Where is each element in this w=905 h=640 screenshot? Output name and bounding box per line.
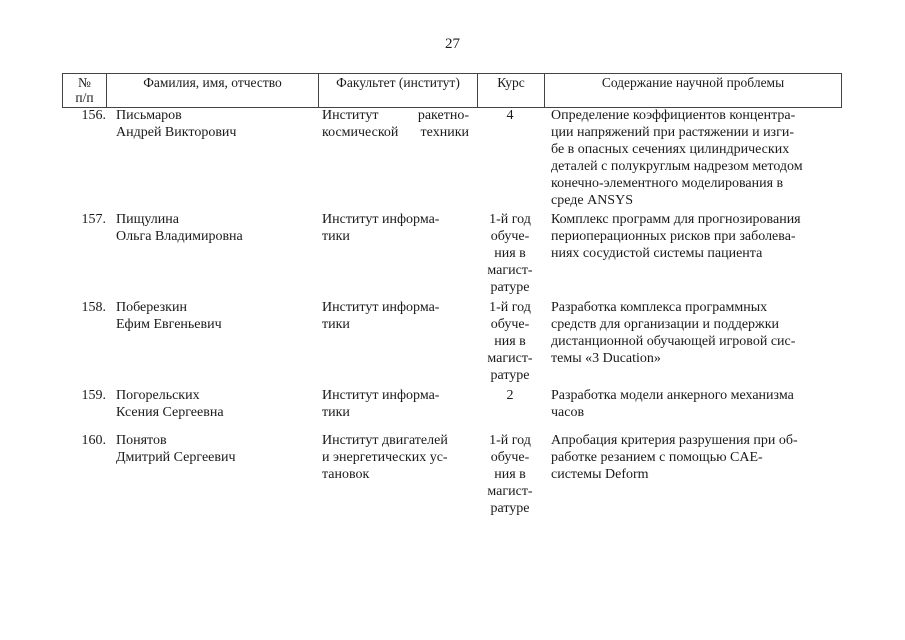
faculty: Институт информа- тики <box>322 300 440 332</box>
faculty: Институт информа- тики <box>322 388 440 420</box>
student-name: Понятов Дмитрий Сергеевич <box>116 433 236 465</box>
course: 4 <box>506 108 514 123</box>
table-row <box>62 432 842 522</box>
header-problem: Содержание научной проблемы <box>545 74 842 108</box>
row-number: 156. <box>81 108 106 123</box>
student-name: Погорельских Ксения Сергеевна <box>116 388 224 420</box>
research-problem: Разработка комплекса программных средств для организации и поддержки дистанционной обучающей игровой сис- темы «3 Ducation» <box>551 300 796 366</box>
faculty: Институт информа- тики <box>322 212 440 244</box>
table-row <box>62 387 842 432</box>
research-problem: Разработка модели анкерного механизма часов <box>551 388 794 420</box>
research-problem: Комплекс программ для прогнозирования периоперационных рисков при заболева- ниях сосудистой системы пациента <box>551 212 801 261</box>
table-header-row <box>63 74 842 108</box>
row-number: 157. <box>81 212 106 227</box>
faculty: Институт ракетно- космической техники <box>322 108 469 140</box>
student-name: Письмаров Андрей Викторович <box>116 108 237 140</box>
course: 2 <box>506 388 514 403</box>
header-full-name: Фамилия, имя, отчество <box>107 74 319 108</box>
research-problem: Определение коэффициентов концентра- ции напряжений при растяжении и изги- бе в опасных сечениях цилиндрических деталей с полукруглым надрезом методом конечно-элементного моделирования в среде ANSYS <box>551 108 803 208</box>
header-faculty: Факультет (институт) <box>319 74 478 108</box>
table-row <box>62 107 842 211</box>
header-number: № п/п <box>63 74 107 108</box>
row-number: 158. <box>81 300 106 315</box>
research-problem: Апробация критерия разрушения при об- работке резанием с помощью CAE- системы Deform <box>551 433 798 482</box>
course: 1-й год обуче- ния в магист- ратуре <box>487 212 533 295</box>
table-row <box>62 299 842 387</box>
student-name: Поберезкин Ефим Евгеньевич <box>116 300 222 332</box>
table-body <box>62 107 842 522</box>
table-row <box>62 211 842 299</box>
row-number: 160. <box>81 433 106 448</box>
row-number: 159. <box>81 388 106 403</box>
header-course: Курс <box>478 74 545 108</box>
course: 1-й год обуче- ния в магист- ратуре <box>487 433 533 516</box>
table-header <box>62 73 842 108</box>
course: 1-й год обуче- ния в магист- ратуре <box>487 300 533 383</box>
page-number: 27 <box>445 36 460 52</box>
student-name: Пищулина Ольга Владимировна <box>116 212 243 244</box>
faculty: Институт двигателей и энергетических ус- тановок <box>322 433 448 482</box>
